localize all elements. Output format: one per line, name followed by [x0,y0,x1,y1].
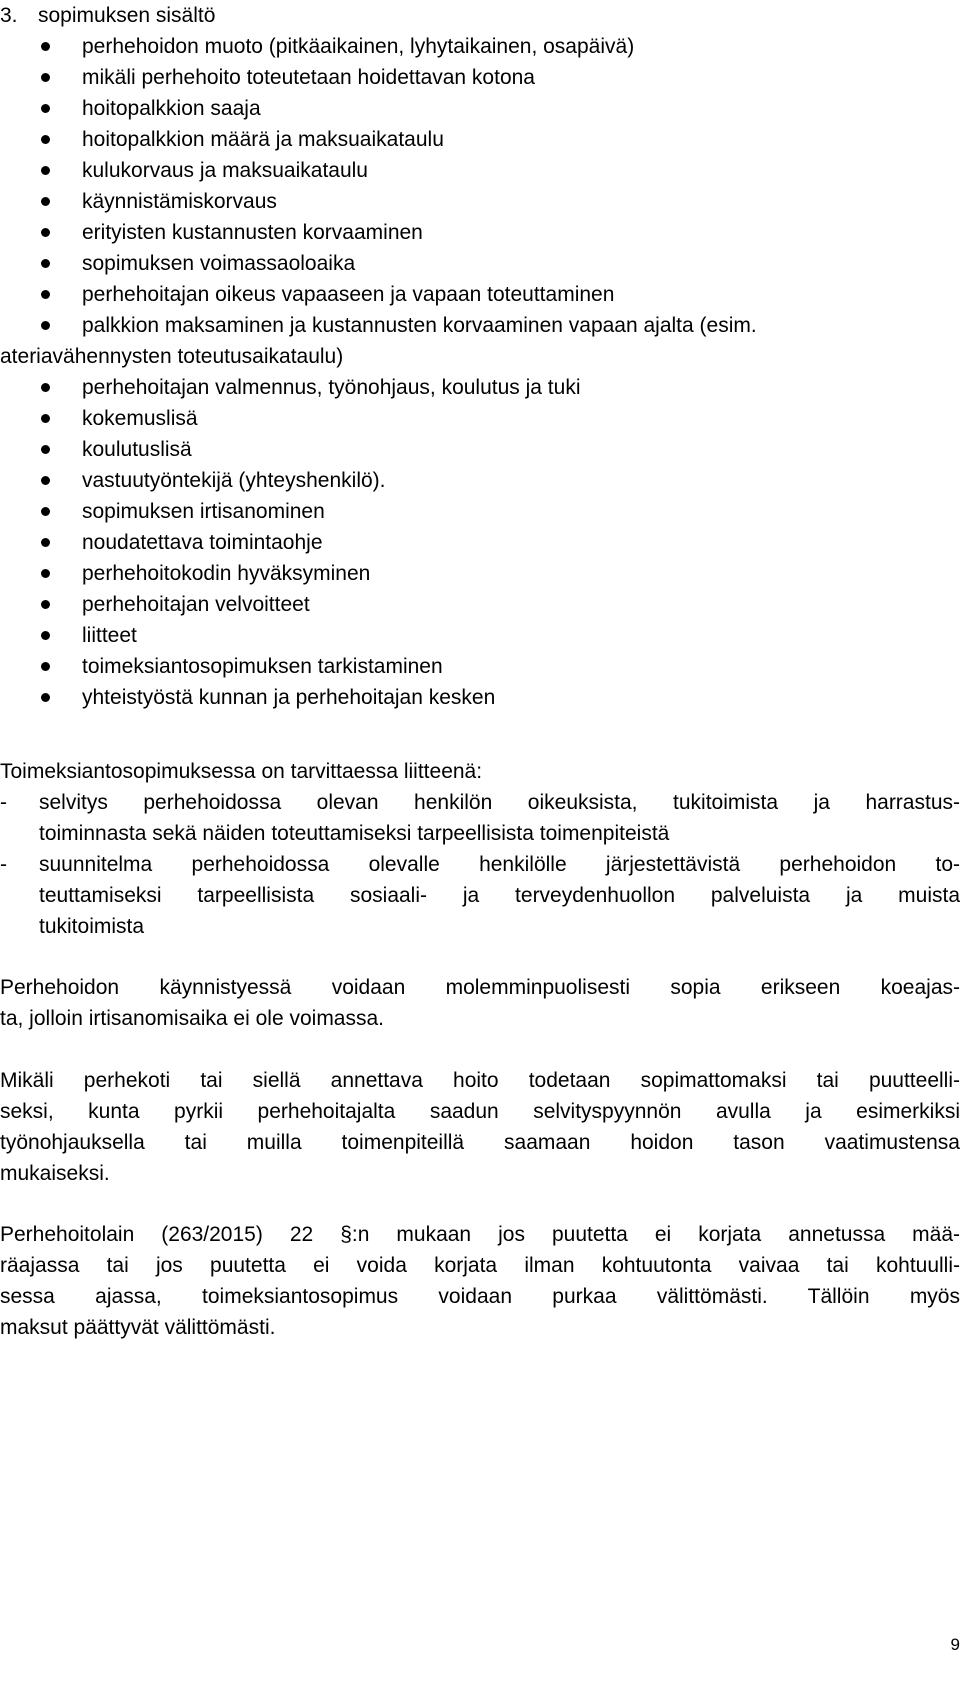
list-item-text: mikäli perhehoito toteutetaan hoidettavan kotona [82,66,535,89]
dash-marker: - [0,853,7,876]
list-item [0,124,960,155]
paragraph-line: räajassa tai jos puutetta ei voida korjata ilman kohtuutonta vaivaa tai kohtuulli- [0,1254,960,1277]
paragraph [0,972,960,1034]
list-item-text: yhteistyöstä kunnan ja perhehoitajan kesken [82,686,496,709]
list-item [0,527,960,558]
bullet-icon [41,73,50,82]
attachment-line: toiminnasta sekä näiden toteuttamiseksi tarpeellisista toimenpiteistä [39,822,670,845]
bullet-icon [41,104,50,113]
paragraph-line: seksi, kunta pyrkii perhehoitajalta saadun selvityspyynnön avulla ja esimerkiksi [0,1100,960,1123]
list-item [0,496,960,527]
list-item [0,279,960,310]
bullet-icon [41,321,50,330]
list-item [0,31,960,62]
paragraph [0,1219,960,1343]
list-item [0,558,960,589]
paragraph-line: mukaiseksi. [0,1162,110,1185]
list-item-text: kulukorvaus ja maksuaikataulu [82,159,368,182]
list-item-text: perhehoitajan oikeus vapaaseen ja vapaan toteuttaminen [82,283,615,306]
list-item-text: palkkion maksaminen ja kustannusten korvaaminen vapaan ajalta (esim. [82,314,757,337]
list-item-text: hoitopalkkion saaja [82,97,261,120]
list-item-text: perhehoitajan valmennus, työnohjaus, koulutus ja tuki [82,376,581,399]
bullet-icon [41,259,50,268]
paragraph-line: Mikäli perhekoti tai siellä annettava hoito todetaan sopimattomaksi tai puutteelli- [0,1069,960,1092]
bullet-icon [41,538,50,547]
bullet-icon [41,569,50,578]
list-item [0,310,960,372]
list-item [0,403,960,434]
paragraph-line: ta, jolloin irtisanomisaika ei ole voimassa. [0,1007,384,1030]
list-item-text: perhehoitajan velvoitteet [82,593,310,616]
paragraph [0,1065,960,1189]
attachment-line: teuttamiseksi tarpeellisista sosiaali- ja terveydenhuollon palveluista ja muista [39,884,960,907]
bullet-icon [41,135,50,144]
paragraph-line: Perhehoitolain (263/2015) 22 §:n mukaan jos puutetta ei korjata annetussa mää- [0,1223,960,1246]
attachment-item [0,849,960,942]
list-item [0,62,960,93]
bullet-icon [41,414,50,423]
list-item [0,217,960,248]
list-item [0,651,960,682]
paragraph-line: työnohjauksella tai muilla toimenpiteillä saamaan hoidon tason vaatimustensa [0,1131,960,1154]
bullet-icon [41,166,50,175]
list-item [0,93,960,124]
list-item-text: koulutuslisä [82,438,192,461]
page-number: 9 [950,1635,960,1654]
paragraph-line: Perhehoidon käynnistyessä voidaan molemminpuolisesti sopia erikseen koeajas- [0,976,960,999]
list-item [0,155,960,186]
list-item [0,620,960,651]
bullet-icon [41,383,50,392]
list-item-text: hoitopalkkion määrä ja maksuaikataulu [82,128,444,151]
list-item [0,465,960,496]
list-item-text: perhehoidon muoto (pitkäaikainen, lyhytaikainen, osapäivä) [82,35,635,58]
bullet-icon [41,197,50,206]
section-title: sopimuksen sisältö [38,4,216,27]
list-item-text: liitteet [82,624,137,647]
section-number: 3. [0,4,18,27]
attachment-line: suunnitelma perhehoidossa olevalle henkilölle järjestettävistä perhehoidon to- [39,853,960,876]
attachment-line: selvitys perhehoidossa olevan henkilön oikeuksista, tukitoimista ja harrastus- [39,791,960,814]
bullet-icon [41,600,50,609]
list-item-text: erityisten kustannusten korvaaminen [82,221,423,244]
bullet-icon [41,476,50,485]
list-item-text: käynnistämiskorvaus [82,190,277,213]
bullet-icon [41,228,50,237]
list-item [0,186,960,217]
contract-contents-list [0,31,960,713]
list-item-text: kokemuslisä [82,407,198,430]
list-item-text: toimeksiantosopimuksen tarkistaminen [82,655,443,678]
bullet-icon [41,662,50,671]
bullet-icon [41,445,50,454]
attachments-intro: Toimeksiantosopimuksessa on tarvittaessa liitteenä: [0,760,483,783]
list-item-text-continued: ateriavähennysten toteutusaikataulu) [0,345,344,368]
list-item [0,248,960,279]
list-item-text: noudatettava toimintaohje [82,531,323,554]
paragraph-line: sessa ajassa, toimeksiantosopimus voidaan purkaa välittömästi. Tällöin myös [0,1285,960,1308]
dash-marker: - [0,791,7,814]
list-item-text: perhehoitokodin hyväksyminen [82,562,371,585]
list-item [0,372,960,403]
bullet-icon [41,42,50,51]
list-item [0,589,960,620]
list-item [0,682,960,713]
list-item [0,434,960,465]
list-item-text: vastuutyöntekijä (yhteyshenkilö). [82,469,386,492]
bullet-icon [41,290,50,299]
paragraph-line: maksut päättyvät välittömästi. [0,1316,276,1339]
list-item-text: sopimuksen irtisanominen [82,500,325,523]
attachment-line: tukitoimista [39,915,145,938]
bullet-icon [41,631,50,640]
attachment-item [0,787,960,849]
bullet-icon [41,507,50,516]
list-item-text: sopimuksen voimassaoloaika [82,252,356,275]
bullet-icon [41,693,50,702]
